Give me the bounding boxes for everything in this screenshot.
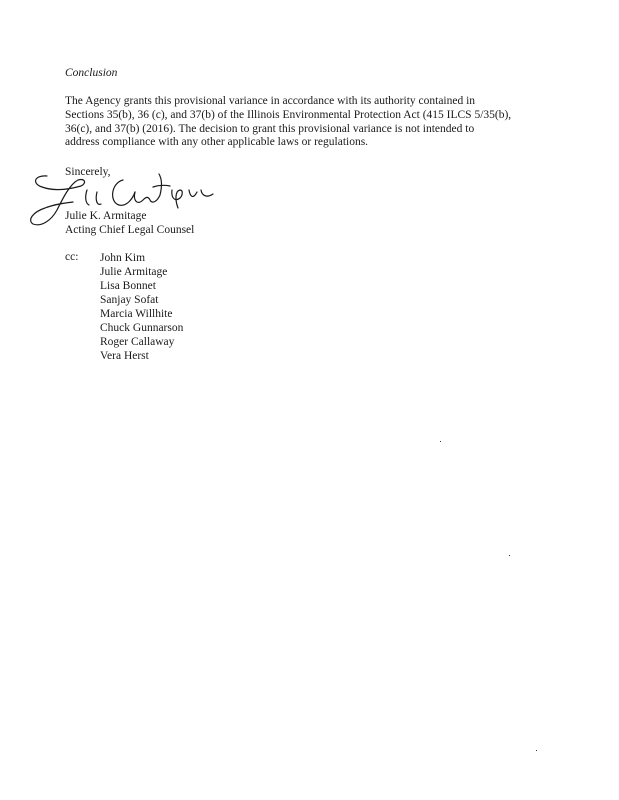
scan-speck [440, 441, 441, 442]
scan-speck [536, 750, 537, 751]
paragraph-line: 36(c), and 37(b) (2016). The decision to grant this provisional variance is not intended to [65, 122, 475, 135]
handwritten-signature [25, 170, 225, 232]
signer-name: Julie K. Armitage [65, 210, 147, 222]
section-heading: Conclusion [65, 67, 118, 79]
cc-recipient: Julie Armitage [100, 266, 168, 278]
cc-label: cc: [65, 251, 79, 263]
cc-recipient: Lisa Bonnet [100, 280, 156, 292]
signer-title: Acting Chief Legal Counsel [65, 224, 195, 236]
cc-recipient: Chuck Gunnarson [100, 322, 184, 334]
cc-recipient: Roger Callaway [100, 336, 175, 348]
cc-recipient: John Kim [100, 252, 146, 264]
closing-salutation: Sincerely, [65, 166, 111, 178]
body-paragraph [65, 95, 545, 150]
cc-recipient: Vera Herst [100, 350, 149, 362]
cc-recipient-list [100, 251, 183, 363]
paragraph-line: address compliance with any other applicable laws or regulations. [65, 136, 369, 149]
cc-recipient: Sanjay Sofat [100, 294, 159, 306]
paragraph-line: Sections 35(b), 36 (c), and 37(b) of the Illinois Environmental Protection Act (415 ILCS 5/35(b), [65, 108, 512, 121]
paragraph-line: The Agency grants this provisional variance in accordance with its authority contained in [65, 95, 476, 107]
scan-speck [509, 555, 510, 556]
cc-recipient: Marcia Willhite [100, 308, 173, 320]
